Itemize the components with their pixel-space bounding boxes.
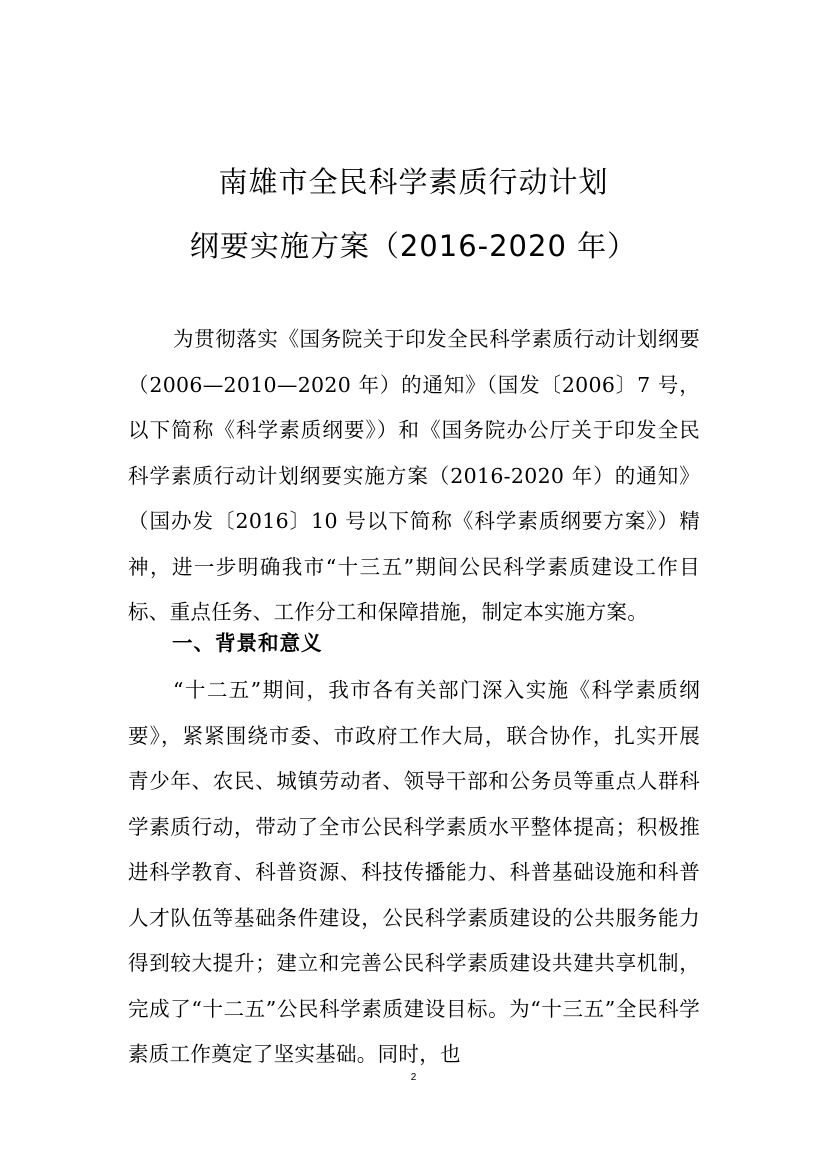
background-paragraph: “十二五”期间，我市各有关部门深入实施《科学素质纲要》，紧紧围绕市委、市政府工作大局，联合协作，扎实开展青少年、农民、城镇劳动者、领导干部和公务员等重点人群科学素质行动，带动了全市公民科学素质水平整体提高；积极推进科学教育、科普资源、科技传播能力、科普基础设施和科普人才队伍等基础条件建设，公民科学素质建设的公共服务能力得到较大提升；建立和完善公民科学素质建设共建共享机制，完成了“十二五”公民科学素质建设目标。为“十三五”全民科学素质工作奠定了坚实基础。同时，也: [128, 678, 700, 1066]
intro-paragraph: 为贯彻落实《国务院关于印发全民科学素质行动计划纲要（2006—2010—2020 年）的通知》（国发〔2006〕7 号，以下简称《科学素质纲要》）和《国务院办公厅关于印发全民科学素质行动计划纲要实施方案（2016-2020 年）的通知》（国办发〔2016〕10 号以下简称《科学素质纲要方案》）精神，进一步明确我市“十三五”期间公民科学素质建设工作目标、重点任务、工作分工和保障措施，制定本实施方案。: [128, 327, 700, 624]
page-number: 2: [410, 1072, 417, 1083]
section-heading-background: 一、背景和意义: [172, 631, 323, 655]
document-title-line-1: 南雄市全民科学素质行动计划: [218, 165, 609, 199]
document-title-line-2: 纲要实施方案（2016-2020 年）: [189, 229, 638, 263]
